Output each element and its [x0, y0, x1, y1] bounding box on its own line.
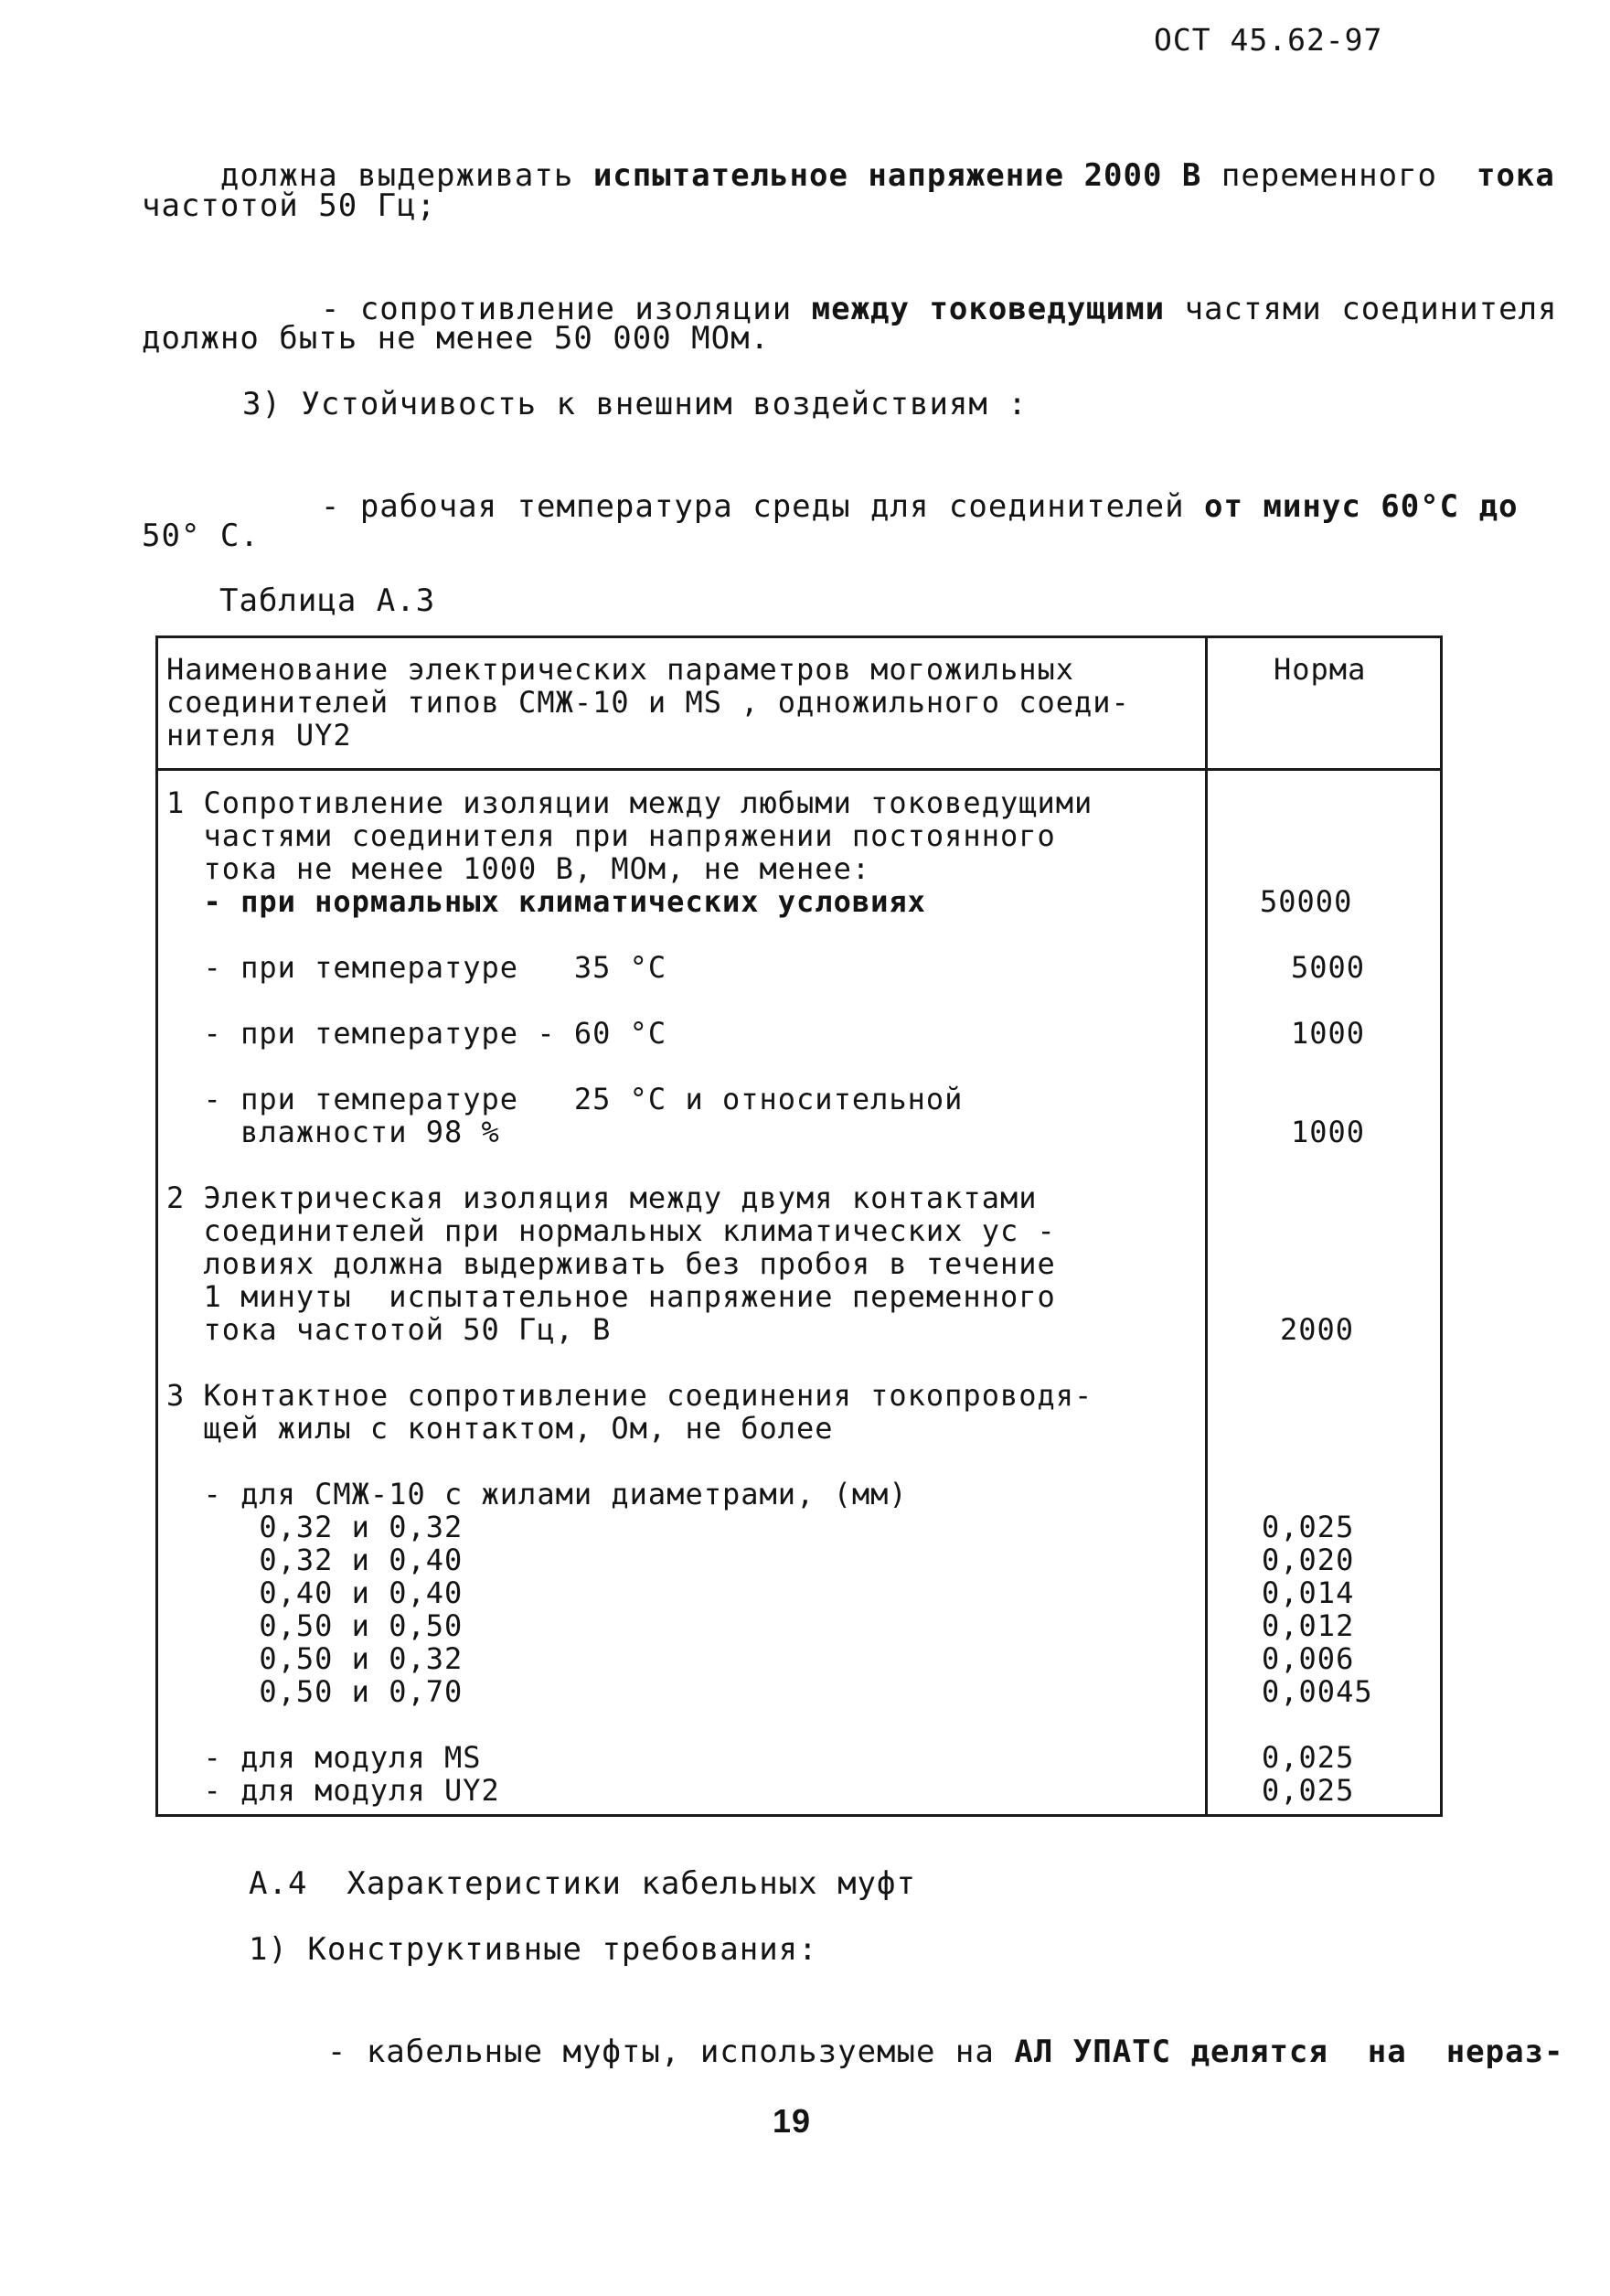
table-row-param-line: 1 минуты испытательное напряжение переменного — [166, 1279, 1056, 1314]
text-fragment: - кабельные муфты, используемые на — [326, 2034, 1015, 2070]
table-head-norm: Норма — [1274, 652, 1367, 687]
table-row-param-line: 0,50 и 0,70 — [166, 1674, 464, 1709]
text-fragment-bold: нераз- — [1445, 2034, 1564, 2070]
paragraph-line-5: 3) Устойчивость к внешним воздействиям : — [242, 386, 1028, 422]
section-heading: А.4 Характеристики кабельных муфт — [249, 1865, 916, 1902]
text-fragment-bold: АЛ УПАТС делятся — [1014, 2034, 1328, 2070]
text-fragment: частями соединителя — [1165, 291, 1558, 327]
table-caption: Таблица А.3 — [219, 582, 436, 619]
text-fragment: - сопротивление изоляции — [320, 291, 812, 327]
table-row-norm: 50000 — [1260, 884, 1353, 919]
table-head-param-line: соединителей типов СМЖ-10 и МS , одножильного соеди- — [166, 685, 1130, 720]
paragraph-line-6 — [242, 452, 1519, 561]
table-row-norm: 1000 — [1291, 1016, 1366, 1051]
table-row-param-line: ловиях должна выдерживать без пробоя в течение — [166, 1246, 1056, 1281]
text-fragment: - рабочая температура среды для соединителей — [320, 488, 1205, 525]
table-row-norm: 0,006 — [1262, 1641, 1355, 1676]
table-row-param-line: тока не менее 1000 В, МОм, не менее: — [166, 851, 871, 886]
table-row-norm: 2000 — [1280, 1312, 1355, 1347]
table-header-divider — [155, 768, 1443, 771]
table-row-param-line: тока частотой 50 Гц, В — [166, 1312, 612, 1347]
text-fragment-bold: на — [1327, 2034, 1446, 2070]
table-row-param-line: 2 Электрическая изоляция между двумя контактами — [166, 1180, 1038, 1215]
table-row-param-line: - при температуре 25 °С и относительной — [166, 1082, 964, 1116]
table-row-param-line: влажности 98 % — [166, 1115, 500, 1149]
table-row-norm: 0,025 — [1262, 1510, 1355, 1544]
page-number: 19 — [773, 2102, 812, 2140]
table-row-param-line: - для СМЖ-10 с жилами диаметрами, (мм) — [166, 1477, 908, 1511]
text-fragment-bold: между токоведущими — [811, 291, 1166, 327]
doc-code: ОСТ 45.62-97 — [1154, 22, 1383, 58]
text-fragment-bold: испытательное напряжение 2000 В — [592, 157, 1202, 194]
table-row-norm: 0,014 — [1262, 1575, 1355, 1610]
table-row-param-line: соединителей при нормальных климатических ус - — [166, 1213, 1056, 1248]
table-row-norm: 5000 — [1291, 950, 1366, 985]
table-row-norm: 0,025 — [1262, 1773, 1355, 1808]
table-row-norm: 0,012 — [1262, 1608, 1355, 1643]
table-row-norm: 0,025 — [1262, 1740, 1355, 1775]
table-row-param-line: - для модуля UY2 — [166, 1773, 500, 1808]
table-row-param-line: 0,40 и 0,40 — [166, 1575, 464, 1610]
table-row-param-line: 0,50 и 0,32 — [166, 1641, 464, 1676]
table-row-norm: 1000 — [1291, 1115, 1366, 1149]
table-row-norm: 0,020 — [1262, 1543, 1355, 1577]
text-fragment-bold: тока — [1476, 157, 1555, 194]
paragraph-line-2: частотой 50 Гц; — [142, 187, 437, 224]
paragraph-line: 1) Конструктивные требования: — [249, 1931, 818, 1968]
table-row-param-line: 0,32 и 0,32 — [166, 1510, 464, 1544]
table-row-param-line: 3 Контактное сопротивление соединения токопроводя- — [166, 1378, 1093, 1413]
table-row-norm: 0,0045 — [1262, 1674, 1373, 1709]
table-row-param-line: щей жилы с контактом, Ом, не более — [166, 1411, 834, 1446]
table-row-param-line: 1 Сопротивление изоляции между любыми токоведущими — [166, 785, 1093, 820]
table-row-param-line: 0,50 и 0,50 — [166, 1608, 464, 1643]
table-head-param-line: нителя UY2 — [166, 718, 352, 753]
table-row-param-line: - при температуре 35 °С — [166, 950, 667, 985]
table-column-divider — [1205, 635, 1208, 1817]
table-row-param-line: - при нормальных климатических условиях — [166, 884, 926, 919]
table-row-param-line: частями соединителя при напряжении постоянного — [166, 818, 1056, 853]
text-fragment-bold: от минус 60°С до — [1204, 488, 1519, 525]
table-row-param-line: - при температуре - 60 °С — [166, 1016, 667, 1051]
text-fragment: должна выдерживать — [219, 157, 593, 194]
paragraph-line — [249, 1997, 1564, 2107]
table-head-param-line: Наименование электрических параметров могожильных — [166, 652, 1075, 687]
table-row-param-line: - для модуля МS — [166, 1740, 482, 1775]
paragraph-line-7: 50° С. — [142, 518, 260, 554]
paragraph-line-4: должно быть не менее 50 000 МОм. — [142, 320, 771, 357]
text-fragment: переменного — [1201, 157, 1477, 194]
table-row-param-line: 0,32 и 0,40 — [166, 1543, 464, 1577]
